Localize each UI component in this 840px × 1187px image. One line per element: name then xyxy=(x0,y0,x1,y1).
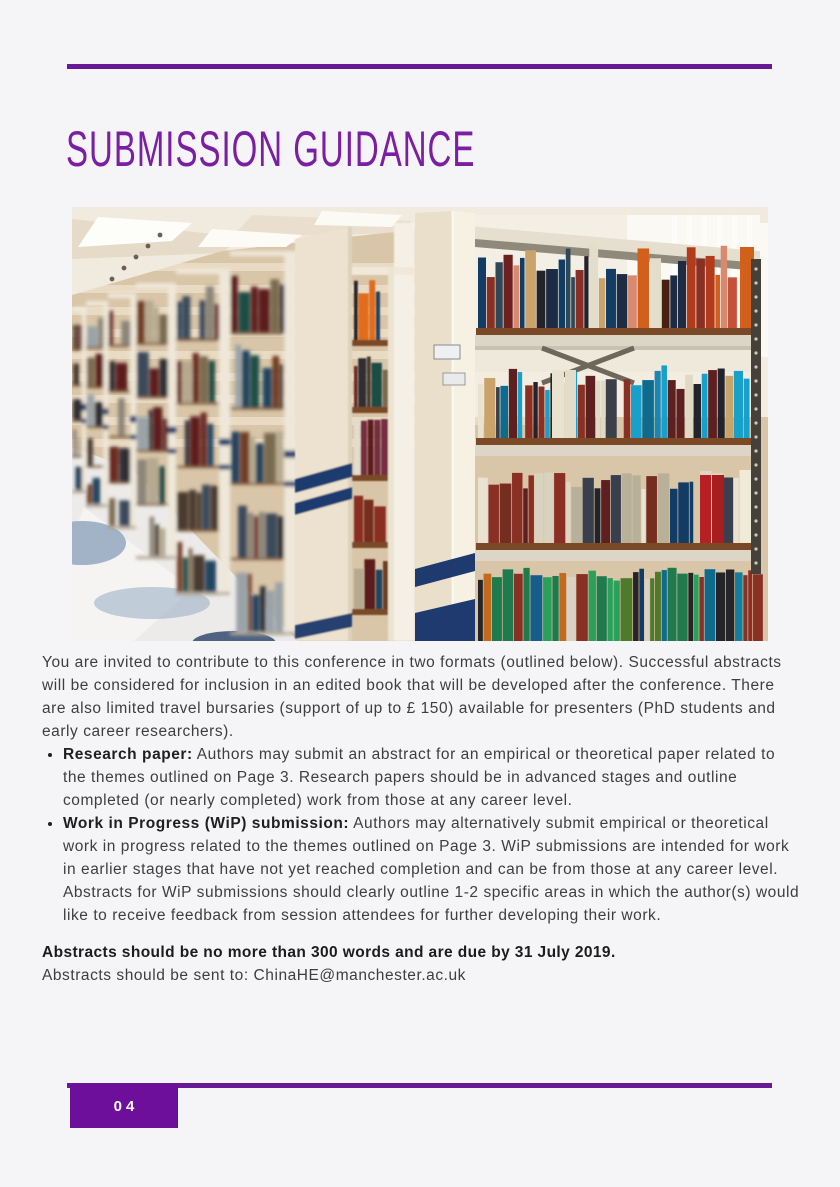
submission-formats-list xyxy=(42,743,802,927)
list-item-research-paper xyxy=(63,743,802,812)
top-divider xyxy=(67,64,772,69)
deadline-note: Abstracts should be no more than 300 words and are due by 31 July 2019. xyxy=(42,944,616,961)
library-photo xyxy=(72,207,768,641)
contact-line xyxy=(42,964,802,987)
wip-submission-label: Work in Progress (WiP) submission: xyxy=(63,815,350,832)
page-number: 04 xyxy=(113,1097,139,1115)
research-paper-label: Research paper: xyxy=(63,746,193,763)
research-paper-text: Authors may submit an abstract for an empirical or theoretical paper related to the themes outlined on Page 3. Research papers should be in advanced stages and outline completed (or nearly completed) work from those at any career level. xyxy=(63,746,776,809)
intro-paragraph: You are invited to contribute to this conference in two formats (outlined below). Successful abstracts will be considered for inclusion in an edited book that will be developed after the conference. There are also limited travel bursaries (support of up to £ 150) available for presenters (PhD students and early career researchers). xyxy=(42,654,782,740)
body-text xyxy=(42,651,802,987)
contact-text: Abstracts should be sent to: xyxy=(42,967,254,984)
list-item-wip-submission xyxy=(63,812,802,927)
page-number-badge xyxy=(70,1084,178,1128)
contact-email[interactable]: ChinaHE@manchester.ac.uk xyxy=(253,967,466,984)
page-title: SUBMISSION GUIDANCE xyxy=(66,121,476,177)
wip-submission-text: Authors may alternatively submit empirical or theoretical work in progress related to the themes outlined on Page 3. WiP submissions are intended for work in earlier stages that have not yet reached completion and can be from those at any career level. Abstracts for WiP submissions should clearly outline 1-2 specific areas in which the author(s) would like to receive feedback from session attendees for further developing their work. xyxy=(63,815,800,924)
library-photo-illustration xyxy=(72,207,768,641)
